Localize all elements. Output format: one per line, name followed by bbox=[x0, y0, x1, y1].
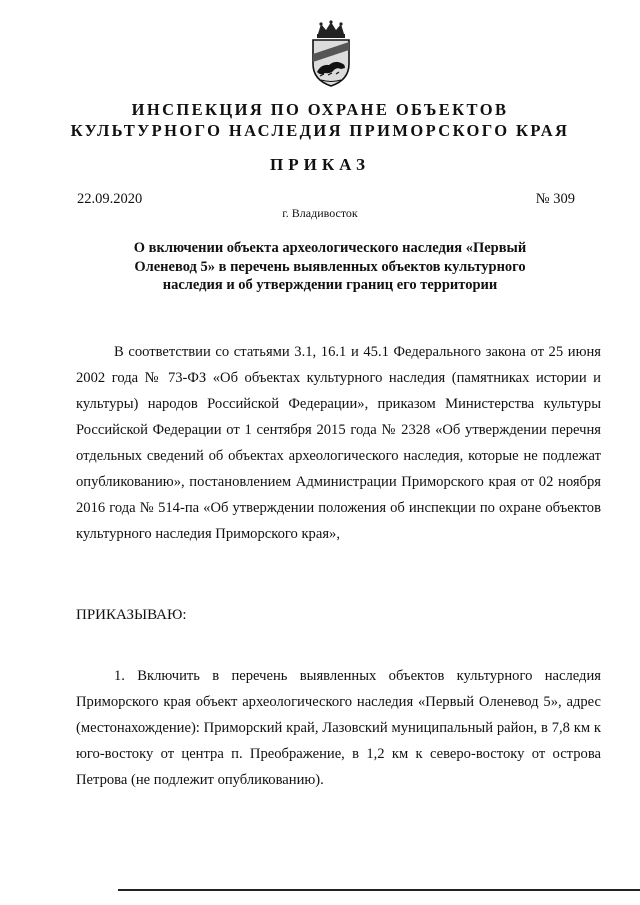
scan-edge-line bbox=[118, 889, 640, 891]
document-date: 22.09.2020 bbox=[77, 191, 143, 207]
order-word: ПРИКАЗЫВАЮ: bbox=[76, 607, 187, 623]
document-title: О включении объекта археологического наследия «Первый Оленевод 5» в перечень выявленных объектов культурного наследия и об утверждении границ его территории bbox=[133, 240, 527, 293]
document-number: № 309 bbox=[535, 191, 575, 207]
organization-name-line-1: ИНСПЕКЦИЯ ПО ОХРАНЕ ОБЪЕКТОВ bbox=[131, 100, 509, 119]
order-item-1: 1. Включить в перечень выявленных объектов культурного наследия Приморского края объект археологического наследия «Первый Оленевод 5», адрес (местонахождение): Приморский край, Лазовский муниципальный район, в 7,8 км к юго-востоку от центра п. Преображение, в 1,2 км к северо-востоку от острова Петрова (не подлежит опубликованию). bbox=[76, 668, 601, 788]
coat-of-arms-icon bbox=[301, 20, 361, 88]
preamble-paragraph: В соответствии со статьями 3.1, 16.1 и 45.1 Федерального закона от 25 июня 2002 года № 73-ФЗ «Об объектах культурного наследия (памятниках истории и культуры) народов Российской Федерации», приказом Министерства культуры Российской Федерации от 1 сентября 2015 года № 2328 «Об утверждении перечня отдельных сведений об объектах археологического наследия, которые не подлежат опубликованию», постановлением Администрации Приморского края от 02 ноября 2016 года № 514-па «Об утверждении положения об инспекции по охране объектов культурного наследия Приморского края», bbox=[76, 344, 601, 542]
organization-name-line-2: КУЛЬТУРНОГО НАСЛЕДИЯ ПРИМОРСКОГО КРАЯ bbox=[70, 121, 570, 140]
document-type: ПРИКАЗ bbox=[270, 155, 370, 174]
document-city: г. Владивосток bbox=[282, 206, 358, 220]
